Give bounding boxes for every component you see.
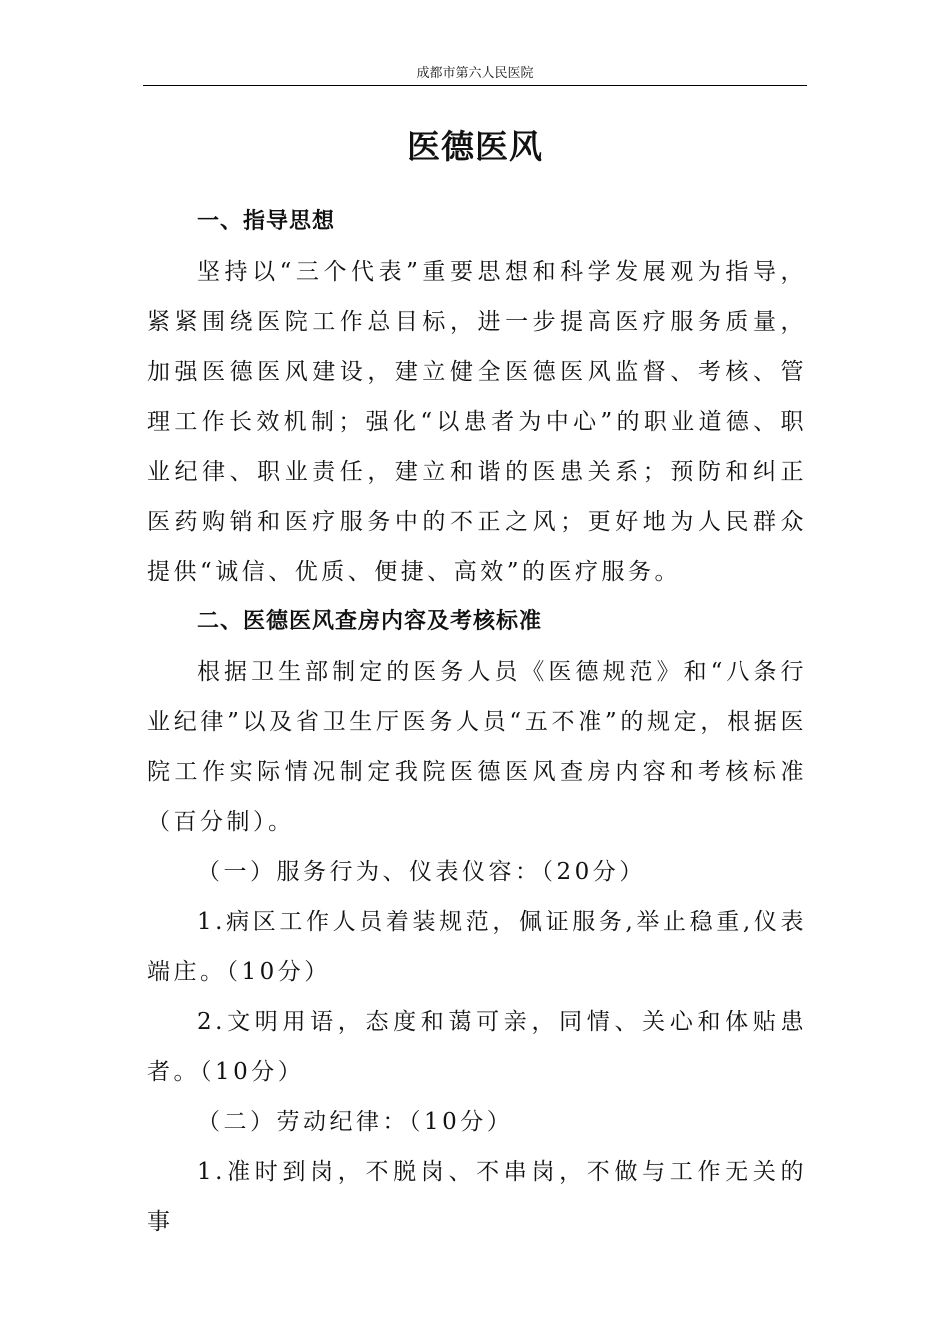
subsection-heading-service-conduct: （一）服务行为、仪表仪容：（20分） [197,859,646,885]
list-item-punctuality: 1.准时到岗，不脱岗、不串岗，不做与工作无关的事 [147,1159,807,1235]
subsection-heading-labor-discipline: （二）劳动纪律：（10分） [197,1109,514,1135]
section-heading-ward-round-standards: 二、医德医风查房内容及考核标准 [197,609,543,634]
section-heading-guiding-ideology: 一、指导思想 [197,209,336,234]
list-item-civil-language: 2.文明用语，态度和蔼可亲，同情、关心和体贴患者。（10分） [147,1009,807,1085]
header-divider [143,85,807,86]
document-title: 医德医风 [407,127,543,166]
list-item-attire: 1.病区工作人员着装规范，佩证服务,举止稳重,仪表端庄。（10分） [147,909,807,985]
paragraph-standards-intro: 根据卫生部制定的医务人员《医德规范》和“八条行业纪律”以及省卫生厅医务人员“五不准”的规定，根据医院工作实际情况制定我院医德医风查房内容和考核标准（百分制）。 [147,659,807,835]
document-body [147,197,807,1247]
running-header: 成都市第六人民医院 [416,66,534,81]
paragraph-guiding-ideology: 坚持以“三个代表”重要思想和科学发展观为指导，紧紧围绕医院工作总目标，进一步提高医疗服务质量，加强医德医风建设，建立健全医德医风监督、考核、管理工作长效机制；强化“以患者为中心”的职业道德、职业纪律、职业责任，建立和谐的医患关系；预防和纠正医药购销和医疗服务中的不正之风；更好地为人民群众提供“诚信、优质、便捷、高效”的医疗服务。 [147,259,807,585]
